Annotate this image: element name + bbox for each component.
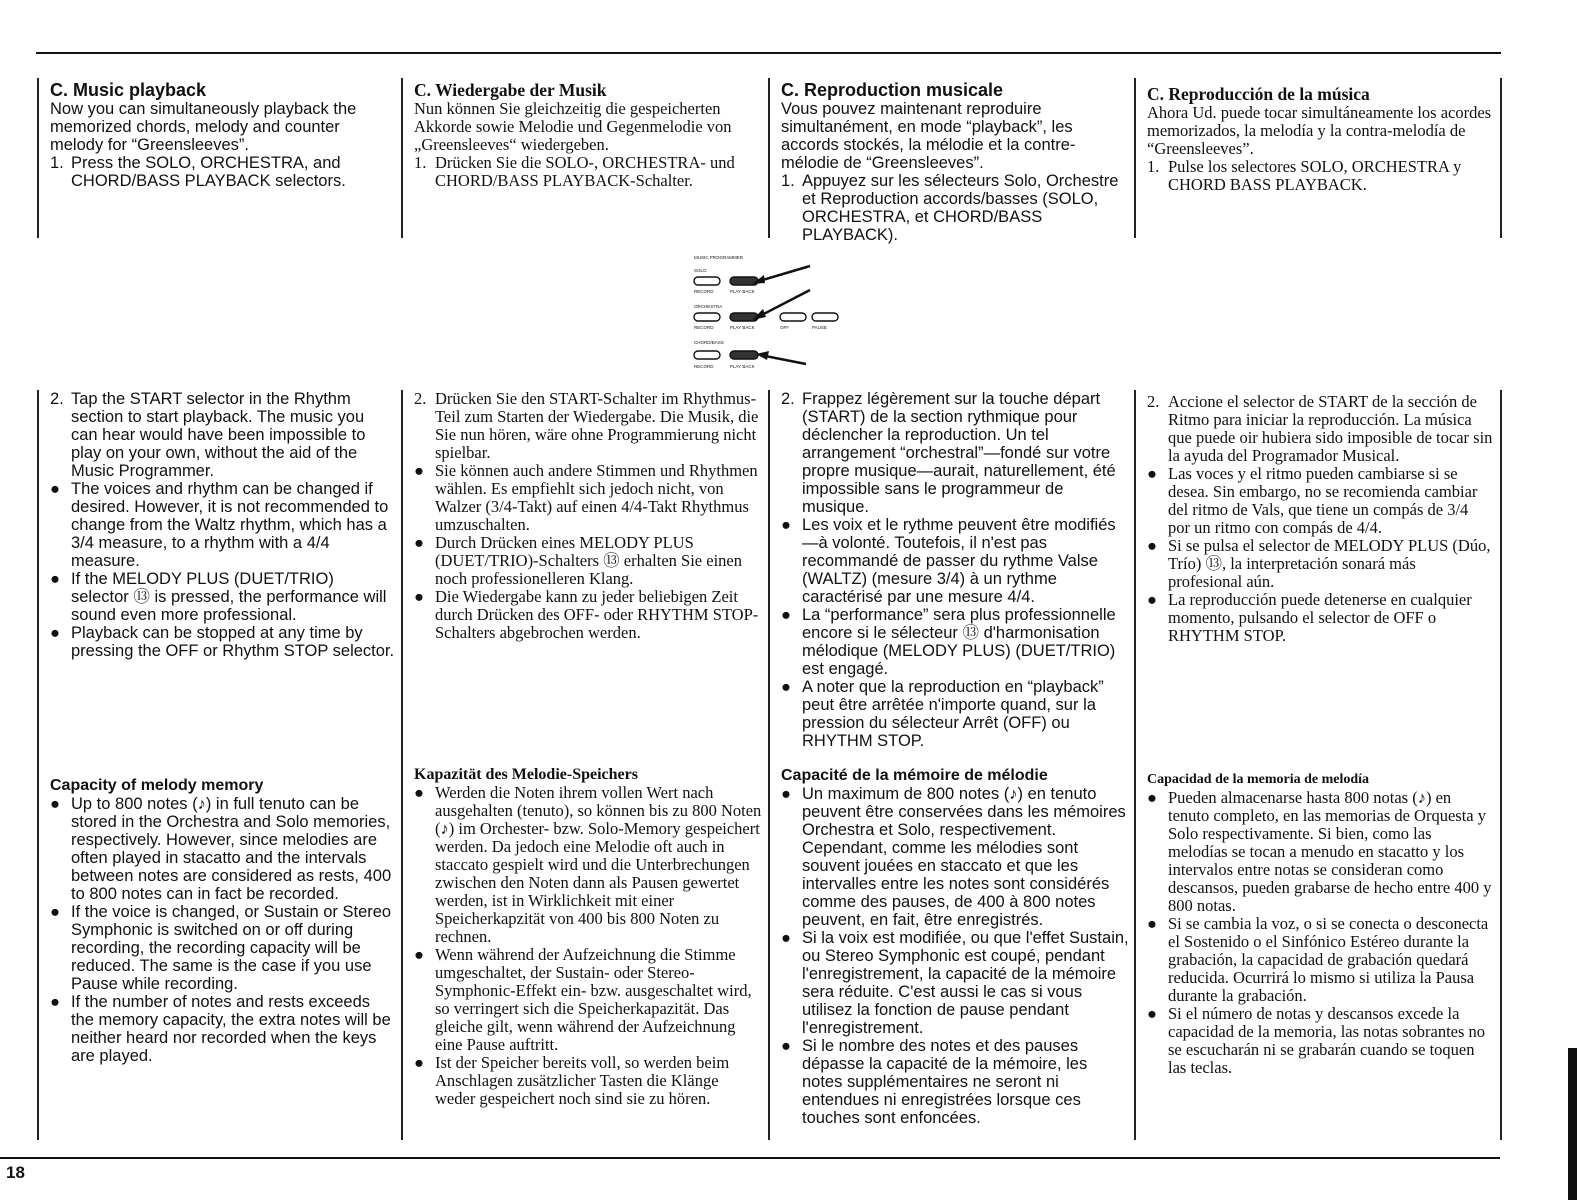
edge-bar: [1568, 1048, 1577, 1200]
es-section-top: [1147, 84, 1493, 194]
de-step-1: 1. Drücken Sie die SOLO-, ORCHESTRA- und CHORD/BASS PLAYBACK-Schalter.: [414, 153, 735, 190]
diagram-off-label: OFF: [780, 325, 789, 330]
es-cap-bullet: ● Si el número de notas y descansos excede la capacidad de la memoria, las notas sobrantes no se escucharán ni se grabarán cuando se toquen las teclas.: [1147, 1004, 1486, 1077]
divider: [37, 390, 39, 1140]
fr-cap-bullet: ● Si la voix est modifiée, ou que l'effet Sustain, ou Stereo Symphonic est coupé, pendant l'enregistrement, la capacité de la mémoire sera réduite. C'est aussi le cas si vous utilisez la fonction de pause pendant l'enregistrement.: [781, 929, 1129, 1037]
fr-section-mid: [781, 390, 1129, 750]
en-section-mid: [50, 390, 395, 660]
de-title: C. Wiedergabe der Musik: [414, 80, 607, 100]
fr-bullet: ● Les voix et le rythme peuvent être modifiés—à volonté. Toutefois, il n'est pas recommandé de passer du rythme Valse (WALTZ) (mesure 3/4) à un rythme caractérisé par une mesure 4/4.: [781, 516, 1116, 606]
es-cap-title: Capacidad de la memoria de melodía: [1147, 772, 1370, 787]
es-intro: Ahora Ud. puede tocar simultáneamente los acordes memorizados, la melodía y la contra-melodía de “Greensleeves”.: [1147, 103, 1492, 158]
es-cap-bullet: ● Pueden almacenarse hasta 800 notas (♪) en tenuto completo, en las memorias de Orquesta y Solo respectivamente. Si bien, como las melodías se tocan a menudo en stacatto y los intervalos entre notas se consideran como descansos, pueden grabarse de hecho entre 400 y 800 notas.: [1147, 788, 1492, 915]
en-step-1: 1. Press the SOLO, ORCHESTRA, and CHORD/BASS PLAYBACK selectors.: [50, 154, 346, 190]
diagram-record-label: RECORD: [694, 289, 714, 294]
de-bullet: ● Sie können auch andere Stimmen und Rhythmen wählen. Es empfiehlt sich jedoch nicht, von Walzer (3/4-Takt) auf einen 4/4-Takt Rhythmus umzuschalten.: [414, 461, 758, 534]
diagram-chordbass-label: CHORD/BASS: [694, 340, 724, 345]
en-bullet: ● Playback can be stopped at any time by pressing the OFF or Rhythm STOP selector.: [50, 624, 395, 660]
divider: [1500, 78, 1502, 238]
en-bullet: ● If the MELODY PLUS (DUET/TRIO) selector ⑬ is pressed, the performance will sound even more professional.: [50, 570, 387, 624]
fr-cap-bullet: ● Si le nombre des notes et des pauses dépasse la capacité de la mémoire, les notes supplémentaires ne seront ni entendues ni enregistrées lorsque ces touches sont enfoncées.: [781, 1037, 1088, 1127]
fr-bullet: ● A noter que la reproduction en “playback” peut être arrêtée n'importe quand, sur la pression du sélecteur Arrêt (OFF) ou RHYTHM STOP.: [781, 678, 1104, 750]
es-cap-bullet: ● Si se cambia la voz, o si se conecta o desconecta el Sostenido o el Sinfónico Estéreo durante la grabación, la capacidad de grabación quedará reducida. Ocurrirá lo mismo si utiliza la Pausa durante la grabación.: [1147, 914, 1489, 1005]
de-step-2: 2. Drücken Sie den START-Schalter im Rhythmus-Teil zum Starten der Wiedergabe. Die Musik, die Sie nun hören, wäre ohne Programmierung nicht spielbar.: [414, 389, 759, 462]
diagram-solo-label: SOLO: [694, 268, 707, 273]
de-cap-bullet: ● Werden die Noten ihrem vollen Wert nach ausgehalten (tenuto), so können bis zu 800 Noten (♪) im Orchester- bzw. Solo-Memory gespeichert werden. Da jedoch eine Melodie oft auch in staccato gespielt wird und die Unterbrechungen zwischen den Noten dann als Pausen gewertet werden, ist in Wirklichkeit mit einer Speicherkapzität von 400 bis 800 Noten zu rechnen.: [414, 783, 762, 946]
divider: [37, 78, 39, 238]
de-section-top: [414, 80, 762, 190]
top-rule: [36, 52, 1501, 54]
en-section-capacity: [50, 777, 395, 1065]
es-title: C. Reproducción de la música: [1147, 84, 1370, 104]
de-cap-bullet: ● Wenn während der Aufzeichnung die Stimme umgeschaltet, der Sustain- oder Stereo-Symphonic-Effekt ein- bzw. ausgeschaltet wird, so verringert sich die Speicherkapazität. Das gleiche gilt, wenn während der Aufzeichnung eine Pause auftritt.: [414, 945, 752, 1054]
de-cap-bullet: ● Ist der Speicher bereits voll, so werden beim Anschlagen zusätzlicher Tasten die Klänge weder gespeichert noch sind sie zu hören.: [414, 1053, 730, 1108]
divider: [401, 78, 403, 238]
de-bullet: ● Durch Drücken eines MELODY PLUS (DUET/TRIO)-Schalters ⑬ erhalten Sie einen noch professionelleren Klang.: [414, 533, 742, 588]
es-bullet: ● Si se pulsa el selector de MELODY PLUS (Dúo, Trío) ⑬, la interpretación sonará más profesional aún.: [1147, 536, 1491, 591]
divider: [768, 78, 770, 238]
divider: [1134, 390, 1136, 1140]
en-bullet: ● The voices and rhythm can be changed if desired. However, it is not recommended to change from the Waltz rhythm, which has a 3/4 measure, to a rhythm with a 4/4 measure.: [50, 480, 389, 570]
de-section-mid: [414, 390, 762, 642]
de-bullet: ● Die Wiedergabe kann zu jeder beliebigen Zeit durch Drücken des OFF- oder RHYTHM STOP-Schalters abgebrochen werden.: [414, 587, 759, 642]
fr-step-2: 2. Frappez légèrement sur la touche départ (START) de la section rythmique pour déclencher la reproduction. Un tel arrangement “orchestral”—fondé sur votre propre musique—aurait, naturellement, été impossible sans le programmeur de musique.: [781, 390, 1116, 516]
diagram-playback-label: PLAY BACK: [730, 325, 755, 330]
en-cap-title: Capacity of melody memory: [50, 777, 264, 794]
en-cap-bullet: ● Up to 800 notes (♪) in full tenuto can be stored in the Orchestra and Solo memories, respectively. However, since melodies are often played in stacatto and the intervals between notes are considered as rests, 400 to 800 notes can in fact be recorded.: [50, 795, 392, 903]
solo-record-button: [694, 277, 720, 285]
es-section-capacity: [1147, 771, 1493, 1077]
divider: [768, 390, 770, 1140]
fr-section-top: [781, 80, 1129, 244]
divider: [1134, 78, 1136, 238]
es-bullet: ● La reproducción puede detenerse en cualquier momento, pulsando el selector de OFF o RHYTHM STOP.: [1147, 590, 1472, 645]
es-step-1: 1. Pulse los selectores SOLO, ORCHESTRA y CHORD BASS PLAYBACK.: [1147, 157, 1462, 194]
fr-cap-bullet: ● Un maximum de 800 notes (♪) en tenuto peuvent être conservées dans les mémoires Orchestra et Solo, respectivement. Cependant, comme les mélodies sont souvent jouées en staccato et que les intervalles entre les notes sont considérés comme des pauses, de 400 à 800 notes peuvent, en fait, être enregistrés.: [781, 785, 1126, 929]
fr-intro: Vous pouvez maintenant reproduire simultanément, en mode “playback”, les accords stockés, la mélodie et la contre-mélodie de “Greensleeves”.: [781, 100, 1076, 172]
fr-bullet: ● La “performance” sera plus professionnelle encore si le sélecteur ⑬ d'harmonisation mélodique (MELODY PLUS) (DUET/TRIO) est engagé.: [781, 606, 1116, 678]
diagram-pause-label: PAUSE: [812, 325, 827, 330]
es-step-2: 2. Accione el selector de START de la sección de Ritmo para iniciar la reproducción. La música que puede oir hubiera sido imposible de tocar sin la ayuda del Programador Musical.: [1147, 392, 1493, 465]
en-section-top: [50, 80, 395, 190]
en-title: C. Music playback: [50, 80, 207, 100]
fr-title: C. Reproduction musicale: [781, 80, 1004, 100]
bottom-rule: [0, 1157, 1500, 1159]
diagram-record-label: RECORD: [694, 325, 714, 330]
chordbass-playback-button: [730, 351, 758, 359]
chordbass-record-button: [694, 351, 720, 359]
music-programmer-diagram: [686, 252, 846, 372]
diagram-orchestra-label: ORCHESTRA: [694, 304, 723, 309]
divider: [401, 390, 403, 1140]
fr-cap-title: Capacité de la mémoire de mélodie: [781, 767, 1048, 784]
de-intro: Nun können Sie gleichzeitig die gespeicherten Akkorde sowie Melodie und Gegenmelodie von „Greensleeves“ wiedergeben.: [414, 99, 732, 154]
orchestra-playback-button: [730, 313, 758, 321]
diagram-playback-label: PLAY BACK: [730, 289, 755, 294]
de-section-capacity: [414, 766, 762, 1108]
de-cap-title: Kapazität des Melodie-Speichers: [414, 766, 638, 783]
es-bullet: ● Las voces y el ritmo pueden cambiarse si se desea. Sin embargo, no se recomienda cambiar del ritmo de Vals, que tiene un compás de 3/4 por un ritmo con compás de 4/4.: [1147, 464, 1478, 537]
en-intro: Now you can simultaneously playback the memorized chords, melody and counter melody for “Greensleeves”.: [50, 100, 357, 154]
en-step-2: 2. Tap the START selector in the Rhythm section to start playback. The music you can hear would have been impossible to play on your own, without the aid of the Music Programmer.: [50, 390, 366, 480]
fr-section-capacity: [781, 767, 1129, 1127]
diagram-record-label: RECORD: [694, 364, 714, 369]
fr-step-1: 1. Appuyez sur les sélecteurs Solo, Orchestre et Reproduction accords/basses (SOLO, ORCHESTRA, et CHORD/BASS PLAYBACK).: [781, 172, 1119, 244]
es-section-mid: [1147, 393, 1493, 645]
pause-button: [812, 313, 838, 321]
orchestra-record-button: [694, 313, 720, 321]
divider: [1500, 390, 1502, 1140]
page-number: 18: [6, 1163, 25, 1182]
diagram-playback-label: PLAY BACK: [730, 364, 755, 369]
en-cap-bullet: ● If the number of notes and rests exceeds the memory capacity, the extra notes will be neither heard nor recorded when the keys are played.: [50, 993, 391, 1065]
diagram-title: MUSIC PROGRAMMER: [694, 255, 744, 260]
en-cap-bullet: ● If the voice is changed, or Sustain or Stereo Symphonic is switched on or off during recording, the recording capacity will be reduced. The same is the case if you use Pause while recording.: [50, 903, 392, 993]
off-button: [780, 313, 806, 321]
